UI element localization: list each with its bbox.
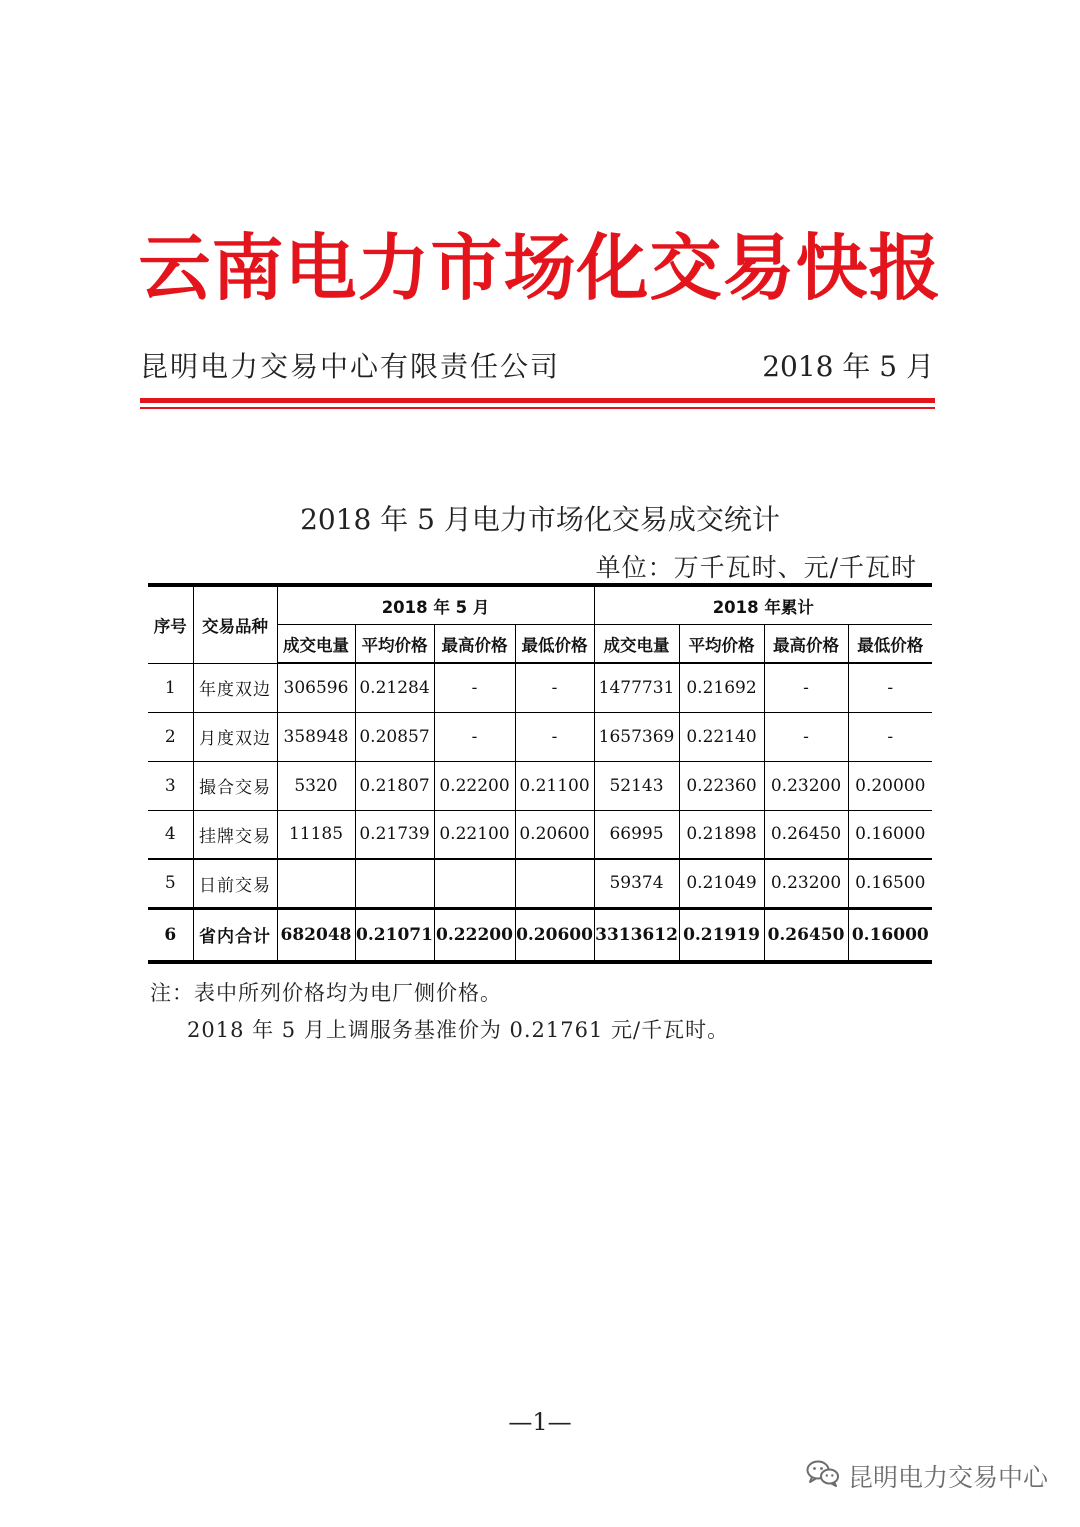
cell-value: 0.21284 [355, 663, 434, 712]
cell-value: 0.22360 [679, 761, 764, 810]
cell-type: 年度双边 [193, 663, 277, 712]
cell-value [434, 859, 515, 908]
watermark [806, 1458, 1048, 1494]
cell-type: 省内合计 [193, 908, 277, 960]
col-header-month-min: 最低价格 [515, 625, 594, 664]
cell-value: - [434, 663, 515, 712]
table-row-total [148, 908, 932, 960]
cell-seq: 2 [148, 712, 193, 761]
cell-value: 0.16000 [848, 908, 932, 960]
col-header-cum-max: 最高价格 [764, 625, 848, 664]
stats-table [148, 587, 932, 960]
issuer-name: 昆明电力交易中心有限责任公司 [140, 350, 561, 383]
col-header-cum-min: 最低价格 [848, 625, 932, 664]
cell-value: 0.20600 [515, 810, 594, 859]
table-row [148, 810, 932, 859]
cell-value: 0.22200 [434, 908, 515, 960]
wechat-icon [806, 1459, 840, 1493]
cell-value: 0.21919 [679, 908, 764, 960]
stats-table-frame [148, 583, 932, 964]
col-header-seq: 序号 [148, 587, 193, 663]
note-price-basis: 注：表中所列价格均为电厂侧价格。 [150, 981, 502, 1005]
cell-value [277, 859, 355, 908]
cell-value: - [434, 712, 515, 761]
cell-value: 5320 [277, 761, 355, 810]
col-header-cum-avg: 平均价格 [679, 625, 764, 664]
cell-value: 0.21739 [355, 810, 434, 859]
cell-value: 0.21071 [355, 908, 434, 960]
cell-type: 挂牌交易 [193, 810, 277, 859]
col-header-month-max: 最高价格 [434, 625, 515, 664]
cell-value: 358948 [277, 712, 355, 761]
cell-value: - [848, 663, 932, 712]
cell-value: 0.21100 [515, 761, 594, 810]
header-rule-thin [140, 407, 935, 409]
cell-seq: 6 [148, 908, 193, 960]
note-base-price: 2018 年 5 月上调服务基准价为 0.21761 元/千瓦时。 [187, 1018, 730, 1042]
cell-value: 66995 [594, 810, 679, 859]
cell-value: 1657369 [594, 712, 679, 761]
table-row [148, 761, 932, 810]
cell-value: 59374 [594, 859, 679, 908]
cell-value: 1477731 [594, 663, 679, 712]
cell-seq: 4 [148, 810, 193, 859]
cell-value: 0.22140 [679, 712, 764, 761]
table-row [148, 663, 932, 712]
cell-value: 0.23200 [764, 761, 848, 810]
group-header-month: 2018 年 5 月 [277, 587, 594, 625]
cell-value: 0.22100 [434, 810, 515, 859]
cell-value: 0.21807 [355, 761, 434, 810]
col-header-month-volume: 成交电量 [277, 625, 355, 664]
cell-value: 11185 [277, 810, 355, 859]
cell-value: 0.22200 [434, 761, 515, 810]
cell-value [515, 859, 594, 908]
header-row-groups [148, 587, 932, 625]
cell-value: 0.21049 [679, 859, 764, 908]
cell-value: 0.21898 [679, 810, 764, 859]
cell-value: 52143 [594, 761, 679, 810]
table-row [148, 859, 932, 908]
cell-value: 682048 [277, 908, 355, 960]
cell-value: 0.21692 [679, 663, 764, 712]
cell-type: 月度双边 [193, 712, 277, 761]
cell-value: - [515, 663, 594, 712]
cell-value: - [848, 712, 932, 761]
cell-value: 0.20600 [515, 908, 594, 960]
cell-value: 3313612 [594, 908, 679, 960]
group-header-cumulative: 2018 年累计 [594, 587, 932, 625]
col-header-cum-volume: 成交电量 [594, 625, 679, 664]
cell-type: 日前交易 [193, 859, 277, 908]
table-title: 2018 年 5 月电力市场化交易成交统计 [300, 503, 780, 536]
cell-value: 0.26450 [764, 810, 848, 859]
page-number: —1— [508, 1408, 572, 1436]
col-header-type: 交易品种 [193, 587, 277, 663]
col-header-month-avg: 平均价格 [355, 625, 434, 664]
cell-seq: 1 [148, 663, 193, 712]
cell-value: 306596 [277, 663, 355, 712]
table-row [148, 712, 932, 761]
cell-value: 0.23200 [764, 859, 848, 908]
cell-value: - [764, 712, 848, 761]
cell-seq: 5 [148, 859, 193, 908]
cell-value: 0.16500 [848, 859, 932, 908]
cell-seq: 3 [148, 761, 193, 810]
cell-value [355, 859, 434, 908]
cell-value: - [515, 712, 594, 761]
cell-value: 0.16000 [848, 810, 932, 859]
watermark-text: 昆明电力交易中心 [847, 1463, 1048, 1492]
masthead-title: 云南电力市场化交易快报 [138, 226, 942, 310]
issue-date: 2018 年 5 月 [762, 350, 934, 383]
unit-label: 单位：万千瓦时、元/千瓦时 [595, 553, 917, 582]
cell-value: 0.20857 [355, 712, 434, 761]
cell-type: 撮合交易 [193, 761, 277, 810]
cell-value: 0.26450 [764, 908, 848, 960]
header-rule-thick [140, 398, 935, 403]
cell-value: - [764, 663, 848, 712]
cell-value: 0.20000 [848, 761, 932, 810]
